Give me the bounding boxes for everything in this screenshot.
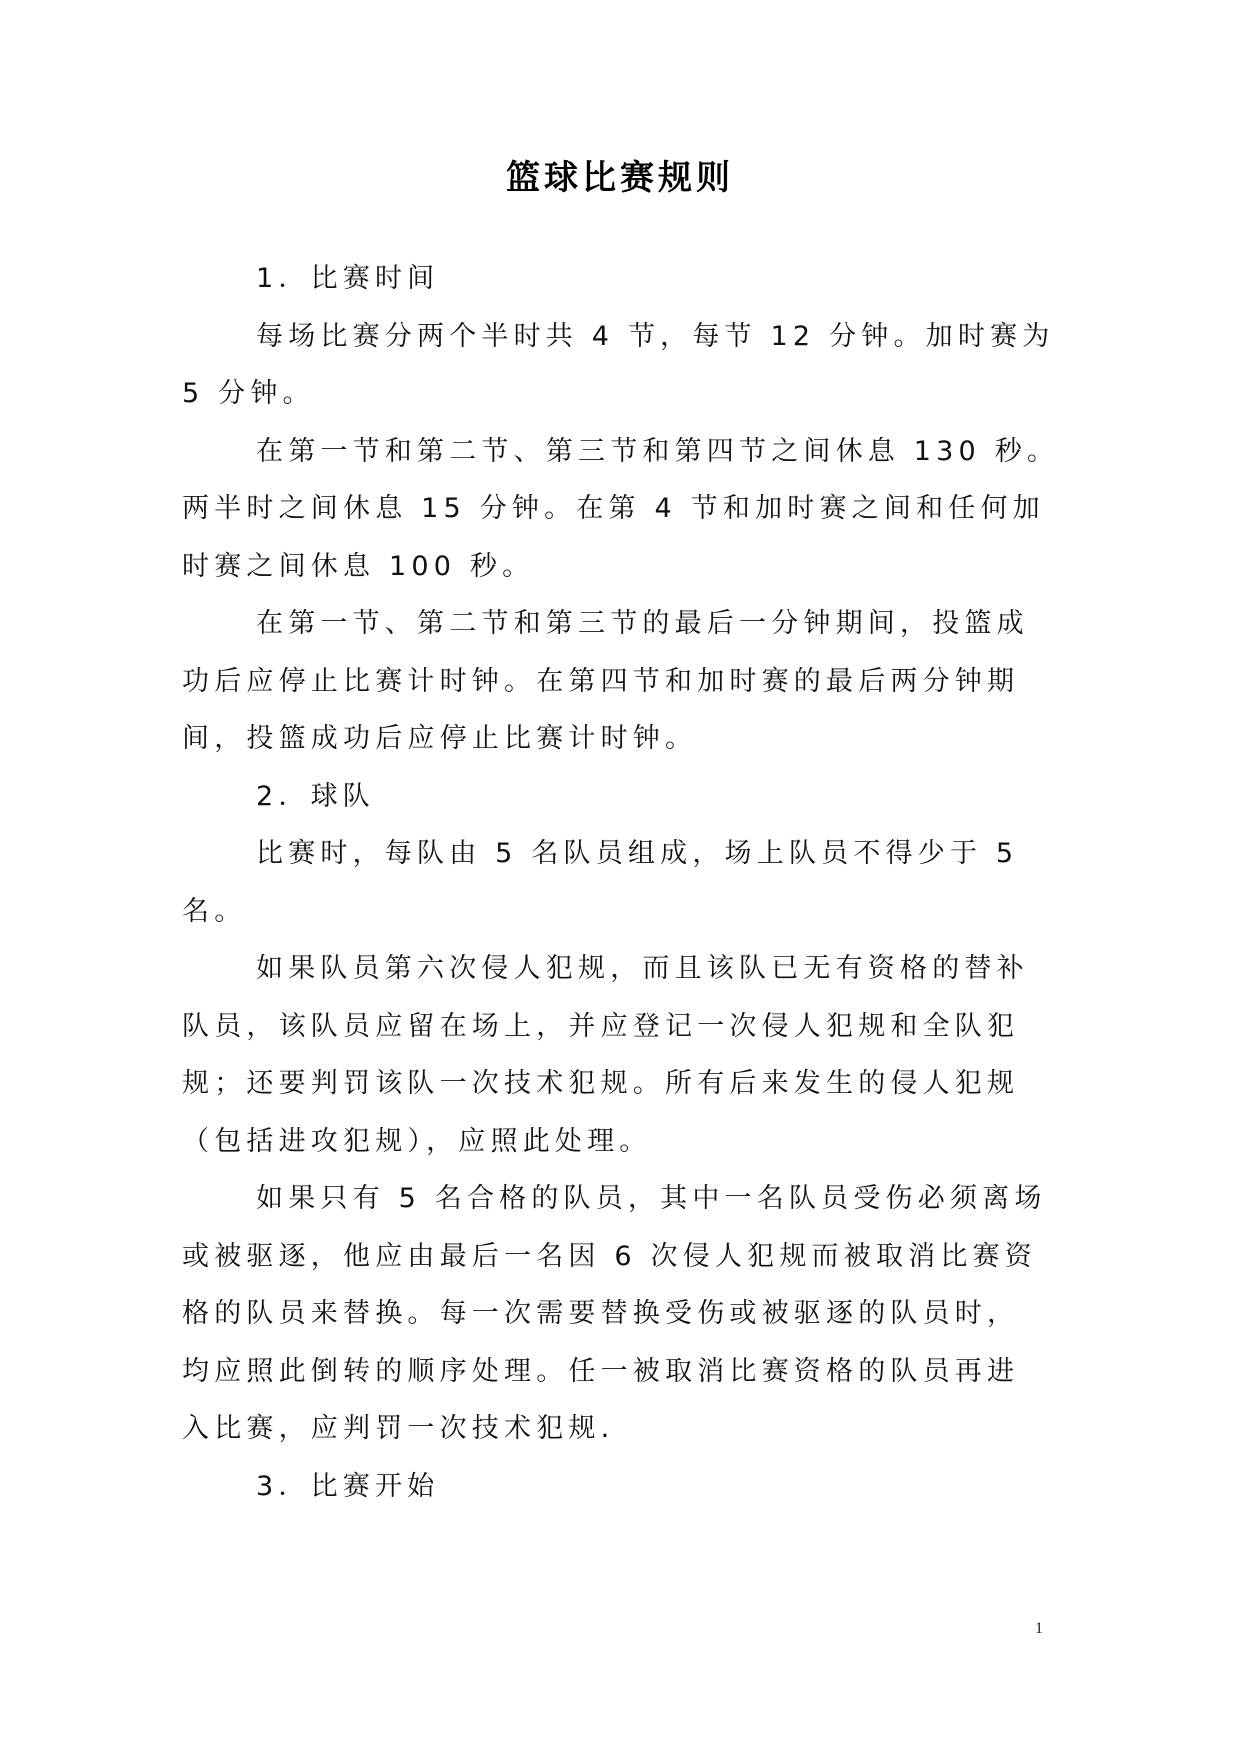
- paragraph-line: 间，投篮成功后应停止比赛计时钟。: [182, 723, 698, 754]
- paragraph-line: 如果队员第六次侵人犯规，而且该队已无有资格的替补: [256, 953, 1029, 984]
- paragraph-line: 入比赛，应判罚一次技术犯规.: [182, 1413, 615, 1444]
- paragraph: [182, 825, 1062, 940]
- paragraph-line: 名。: [182, 895, 247, 927]
- paragraph-line: 格的队员来替换。每一次需要替换受伤或被驱逐的队员时，: [182, 1298, 1020, 1329]
- section-heading: 1．比赛时间: [256, 263, 440, 294]
- document-title: 篮球比赛规则: [506, 158, 734, 198]
- paragraph-line: 如果只有 5 名合格的队员，其中一名队员受伤必须离场: [256, 1183, 1047, 1214]
- section-heading: 2．球队: [256, 780, 375, 812]
- paragraph-line: 时赛之间休息 100 秒。: [182, 550, 535, 582]
- document-body: [182, 250, 1062, 1515]
- paragraph-line: 两半时之间休息 15 分钟。在第 4 节和加时赛之间和任何加: [182, 493, 1045, 524]
- paragraph: [182, 308, 1062, 423]
- paragraph-line: 或被驱逐，他应由最后一名因 6 次侵人犯规而被取消比赛资: [182, 1240, 1037, 1272]
- section-heading: 3．比赛开始: [256, 1470, 440, 1502]
- paragraph: [182, 1170, 1062, 1458]
- paragraph-line: 队员，该队员应留在场上，并应登记一次侵人犯规和全队犯: [182, 1010, 1020, 1042]
- paragraph-line: 规；还要判罚该队一次技术犯规。所有后来发生的侵人犯规: [182, 1068, 1020, 1099]
- paragraph: [182, 423, 1062, 596]
- paragraph-line: 在第一节和第二节、第三节和第四节之间休息 130 秒。: [256, 435, 1060, 467]
- paragraph-line: 功后应停止比赛计时钟。在第四节和加时赛的最后两分钟期: [182, 665, 1020, 697]
- paragraph-line: 5 分钟。: [182, 378, 315, 409]
- paragraph: [182, 595, 1062, 768]
- paragraph-line: 均应照此倒转的顺序处理。任一被取消比赛资格的队员再进: [182, 1355, 1020, 1387]
- paragraph-line: 每场比赛分两个半时共 4 节，每节 12 分钟。加时赛为: [256, 320, 1055, 352]
- paragraph-line: 在第一节、第二节和第三节的最后一分钟期间，投篮成: [256, 608, 1029, 639]
- paragraph-line: 比赛时，每队由 5 名队员组成，场上队员不得少于 5: [256, 838, 1019, 869]
- page-number: 1: [1035, 1620, 1043, 1637]
- paragraph: [182, 940, 1062, 1170]
- paragraph-line: （包括进攻犯规），应照此处理。: [182, 1125, 652, 1157]
